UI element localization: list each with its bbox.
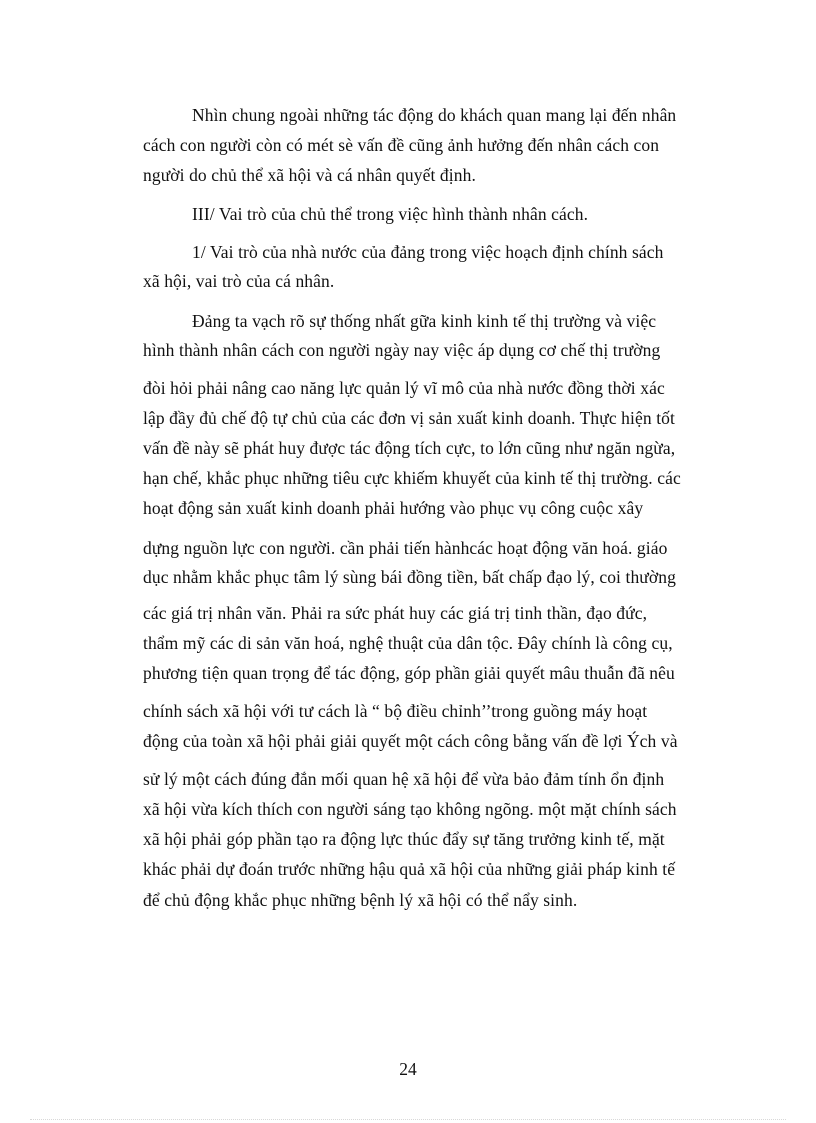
- paragraph-line: thẩm mỹ các di sản văn hoá, nghệ thuật của dân tộc. Đây chính là công cụ,: [143, 633, 673, 653]
- section-heading: III/ Vai trò của chủ thể trong việc hình thành nhân cách.: [192, 204, 589, 224]
- paragraph-line: động của toàn xã hội phải giải quyết một cách công bằng vấn đề lợi Ých và: [143, 731, 678, 751]
- paragraph-line: các giá trị nhân văn. Phải ra sức phát huy các giá trị tinh thần, đạo đức,: [143, 603, 648, 623]
- paragraph-line: khác phải dự đoán trước những hậu quả xã hội của những giải pháp kinh tế: [143, 859, 676, 879]
- page-bottom-divider: [30, 1119, 786, 1120]
- paragraph-line: xã hội phải góp phần tạo ra động lực thúc đẩy sự tăng trưởng kinh tế, mặt: [143, 829, 665, 849]
- paragraph-line: phương tiện quan trọng để tác động, góp phần giải quyết mâu thuẫn đã nêu: [143, 663, 675, 683]
- paragraph-line: dựng nguồn lực con người. cần phải tiến hànhcác hoạt động văn hoá. giáo: [143, 538, 668, 558]
- page-number: 24: [399, 1059, 417, 1079]
- paragraph-line: để chủ động khắc phục những bệnh lý xã hội có thể nẩy sinh.: [143, 890, 578, 910]
- heading-line: 1/ Vai trò của nhà nước của đảng trong việc hoạch định chính sách: [192, 242, 664, 262]
- paragraph-line: đòi hỏi phải nâng cao năng lực quản lý vĩ mô của nhà nước đồng thời xác: [143, 378, 665, 398]
- paragraph-line: Nhìn chung ngoài những tác động do khách quan mang lại đến nhân: [192, 105, 677, 125]
- paragraph-line: vấn đề này sẽ phát huy được tác động tích cực, to lớn cũng như ngăn ngừa,: [143, 438, 676, 458]
- heading-line: xã hội, vai trò của cá nhân.: [143, 271, 335, 291]
- paragraph-line: chính sách xã hội với tư cách là “ bộ điều chỉnh’’trong guồng máy hoạt: [143, 701, 648, 721]
- paragraph-line: hạn chế, khắc phục những tiêu cực khiếm khuyết của kinh tế thị trường. các: [143, 468, 681, 488]
- paragraph-line: cách con người còn có mét sè vấn đề cũng ảnh hưởng đến nhân cách con: [143, 135, 660, 155]
- paragraph-line: lập đầy đủ chế độ tự chủ của các đơn vị sản xuất kinh doanh. Thực hiện tốt: [143, 408, 675, 428]
- paragraph-line: xã hội vừa kích thích con người sáng tạo không ngõng. một mặt chính sách: [143, 799, 677, 819]
- paragraph-line: hình thành nhân cách con người ngày nay việc áp dụng cơ chế thị trường: [143, 340, 661, 360]
- paragraph-line: dục nhằm khắc phục tâm lý sùng bái đồng tiền, bất chấp đạo lý, coi thường: [143, 567, 676, 587]
- paragraph-line: người do chủ thể xã hội và cá nhân quyết định.: [143, 165, 476, 185]
- paragraph-line: sử lý một cách đúng đắn mối quan hệ xã hội để vừa bảo đảm tính ổn định: [143, 769, 665, 789]
- paragraph-line: hoạt động sản xuất kinh doanh phải hướng vào phục vụ công cuộc xây: [143, 498, 644, 518]
- paragraph-line: Đảng ta vạch rõ sự thống nhất gữa kinh kinh tế thị trường và việc: [192, 311, 657, 331]
